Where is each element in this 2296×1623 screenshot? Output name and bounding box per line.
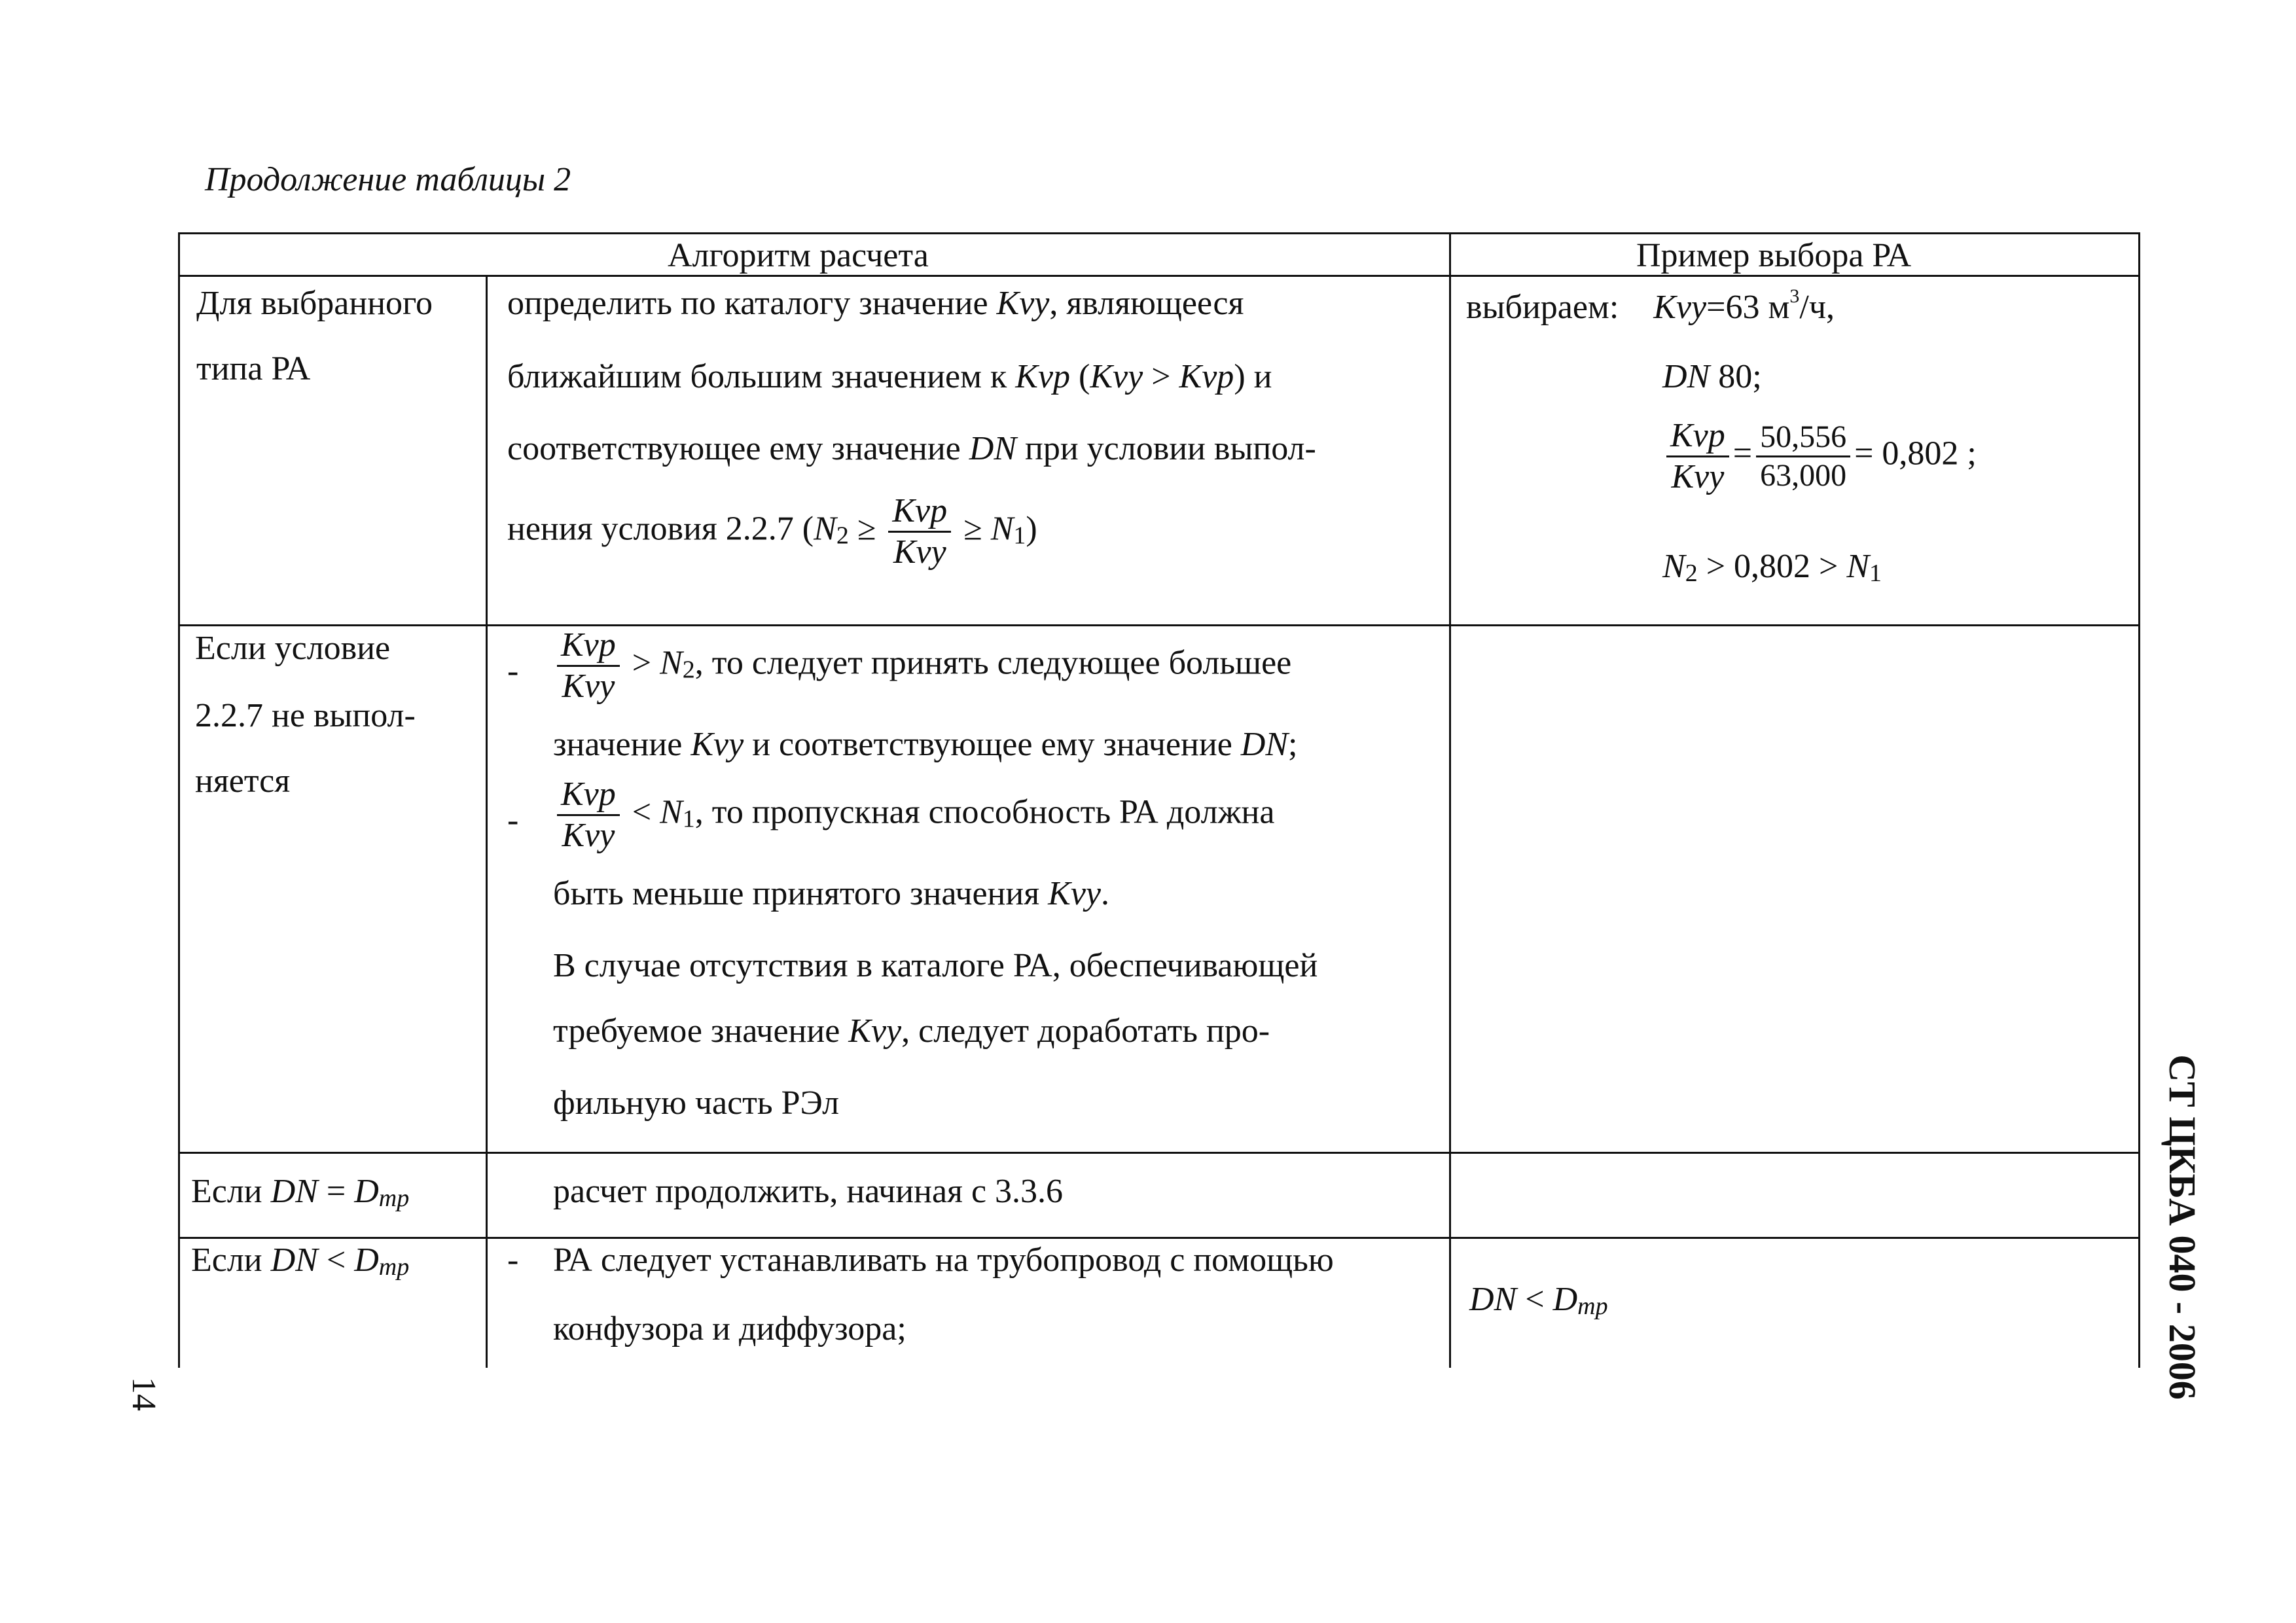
column-divider-1 <box>486 275 488 1368</box>
row1-condition-line2: типа РА <box>196 350 311 387</box>
row1-algo-text: ) и <box>1234 358 1272 395</box>
subscript: 1 <box>1869 560 1882 587</box>
row1-example-line4 <box>1662 550 1882 586</box>
row1-algo-line3 <box>507 432 1316 466</box>
fraction-numerator: Kvp <box>557 777 620 816</box>
dn-symbol: DN <box>270 1241 318 1279</box>
fraction-numerator: Kvp <box>557 628 620 667</box>
n-symbol: N <box>1846 548 1870 585</box>
kvp-over-kvy-fraction <box>1666 419 1729 494</box>
row2-bullet1-line1 <box>553 628 1291 704</box>
kvp-over-kvy-fraction <box>557 777 620 853</box>
paragraph-text: , следует доработать про- <box>901 1012 1270 1050</box>
operator: < <box>317 1241 355 1279</box>
fraction-denominator: Kvy <box>1671 458 1725 495</box>
fraction-numerator: 50,556 <box>1756 421 1850 457</box>
numeric-fraction <box>1756 421 1850 491</box>
row1-algo-text: , являющееся <box>1049 285 1244 322</box>
row4-dash: - <box>507 1241 519 1279</box>
kvp-symbol: Kvp <box>1015 358 1071 395</box>
bullet-text: , то следует принять следующее большее <box>694 644 1292 682</box>
fraction-denominator: Kvy <box>562 817 615 854</box>
operator: < <box>1516 1281 1553 1318</box>
fraction-denominator: 63,000 <box>1760 458 1847 493</box>
example-text: = <box>1732 435 1753 473</box>
kvp-over-kvy-fraction <box>557 628 620 704</box>
row2-bullet1-dash: - <box>507 652 519 690</box>
row3-algorithm-text: расчет продолжить, начиная с 3.3.6 <box>553 1173 1064 1210</box>
row1-algo-text: при условии выпол- <box>1025 430 1316 467</box>
row2-bullet2-dash: - <box>507 802 519 839</box>
dn-symbol: DN <box>270 1173 318 1210</box>
row2-bullet2-line2 <box>553 877 1109 911</box>
table-right-border <box>2138 232 2140 1368</box>
n-symbol: N <box>660 644 683 682</box>
example-text: > 0,802 > <box>1697 548 1847 585</box>
n-symbol: N <box>1662 548 1685 585</box>
subscript: 1 <box>1013 522 1026 550</box>
operator: < <box>623 793 660 831</box>
fraction-numerator: Kvp <box>1666 419 1729 457</box>
row1-example-line3 <box>1662 419 1977 494</box>
page-number: 14 <box>125 1377 163 1411</box>
subscript: 2 <box>1685 560 1698 587</box>
row1-algo-text: ) <box>1026 510 1037 548</box>
row4-algorithm-line1: РА следует устанавливать на трубопровод с помощью <box>553 1241 1334 1279</box>
bullet-text: ; <box>1288 726 1298 763</box>
row4-example <box>1469 1283 1608 1319</box>
bullet-text: значение <box>553 726 683 763</box>
bullet-text: . <box>1100 875 1109 912</box>
dn-symbol: DN <box>969 430 1017 467</box>
bullet-text: и соответствующее ему значение <box>752 726 1232 763</box>
bullet-text: , то пропускная способность РА должна <box>694 793 1275 831</box>
subscript: 2 <box>836 522 849 550</box>
row2-condition-line3: няется <box>195 762 291 800</box>
row1-algo-text: нения условия 2.2.7 ( <box>507 510 814 548</box>
d-symbol: D <box>1552 1281 1578 1318</box>
dn-symbol: DN <box>1662 358 1710 395</box>
subscript: 1 <box>682 805 695 833</box>
row3-bottom-border <box>179 1237 2140 1239</box>
fraction-numerator: Kvp <box>888 494 951 533</box>
subscript: тр <box>378 1253 410 1281</box>
d-symbol: D <box>354 1241 379 1279</box>
dn-symbol: DN <box>1240 726 1289 763</box>
header-bottom-border <box>179 275 2140 277</box>
header-algorithm: Алгоритм расчета <box>668 237 929 274</box>
kvy-symbol: Kvy <box>691 726 744 763</box>
subscript: 2 <box>682 656 695 684</box>
row2-bottom-border <box>179 1152 2140 1154</box>
row1-algo-text: > <box>1143 358 1179 395</box>
row1-algo-text: соответствующее ему значение <box>507 430 961 467</box>
row1-example-line2 <box>1662 360 1762 394</box>
example-text: выбираем: <box>1466 289 1619 326</box>
row1-bottom-border <box>179 624 2140 626</box>
row1-algo-text: ( <box>1079 358 1090 395</box>
row1-algo-line4 <box>507 494 1037 569</box>
row2-bullet2-line1 <box>553 777 1274 853</box>
condition-text: Если <box>191 1173 262 1210</box>
row1-condition-line1: Для выбранного <box>196 285 433 322</box>
subscript: тр <box>1577 1293 1608 1320</box>
row2-paragraph-line2 <box>553 1014 1270 1048</box>
example-text: = 0,802 ; <box>1854 435 1977 473</box>
kvy-symbol: Kvy <box>996 285 1050 322</box>
document-code: СТ ЦКБА 040 - 2006 <box>2161 1054 2204 1400</box>
kvy-symbol: Kvy <box>1653 289 1707 326</box>
paragraph-text: требуемое значение <box>553 1012 840 1050</box>
row4-algorithm-line2: конфузора и диффузора; <box>553 1310 906 1347</box>
subscript: тр <box>378 1185 410 1212</box>
n-symbol: N <box>660 793 683 831</box>
row4-condition <box>191 1243 409 1279</box>
condition-text: Если <box>191 1241 262 1279</box>
example-text: 80; <box>1710 358 1762 395</box>
row1-algo-text: определить по каталогу значение <box>507 285 988 322</box>
kvy-symbol: Kvy <box>1048 875 1101 912</box>
example-text: =63 м <box>1706 289 1790 326</box>
row1-algo-line2 <box>507 360 1272 394</box>
fraction-denominator: Kvy <box>562 668 615 705</box>
table-top-border <box>179 232 2140 234</box>
kvp-symbol: Kvp <box>1179 358 1234 395</box>
operator: = <box>317 1173 355 1210</box>
operator: ≥ <box>848 510 885 548</box>
bullet-text: быть меньше принятого значения <box>553 875 1040 912</box>
kvp-over-kvy-fraction <box>888 494 951 569</box>
row2-bullet1-line2 <box>553 728 1297 762</box>
row1-example-line1 <box>1466 287 1835 325</box>
n-symbol: N <box>814 510 836 548</box>
row3-condition <box>191 1175 409 1211</box>
operator: ≥ <box>963 510 991 548</box>
table-caption: Продолжение таблицы 2 <box>205 161 571 198</box>
column-divider-2 <box>1449 232 1451 1368</box>
superscript: 3 <box>1789 285 1800 307</box>
kvy-symbol: Kvy <box>1090 358 1143 395</box>
kvy-symbol: Kvy <box>848 1012 902 1050</box>
d-symbol: D <box>354 1173 379 1210</box>
row2-paragraph-line1: В случае отсутствия в каталоге РА, обеспечивающей <box>553 947 1318 984</box>
header-example: Пример выбора РА <box>1636 237 1912 274</box>
fraction-denominator: Kvy <box>893 533 946 571</box>
dn-symbol: DN <box>1469 1281 1517 1318</box>
row2-paragraph-line3: фильную часть РЭл <box>553 1084 840 1122</box>
row1-algo-line1 <box>507 287 1244 321</box>
row2-condition-line2: 2.2.7 не выпол- <box>195 697 416 734</box>
table-left-border <box>178 232 180 1368</box>
n-symbol: N <box>990 510 1014 548</box>
example-text: /ч, <box>1799 289 1835 326</box>
row2-condition-line1: Если условие <box>195 630 391 667</box>
operator: > <box>623 644 660 682</box>
row1-algo-text: ближайшим большим значением к <box>507 358 1007 395</box>
